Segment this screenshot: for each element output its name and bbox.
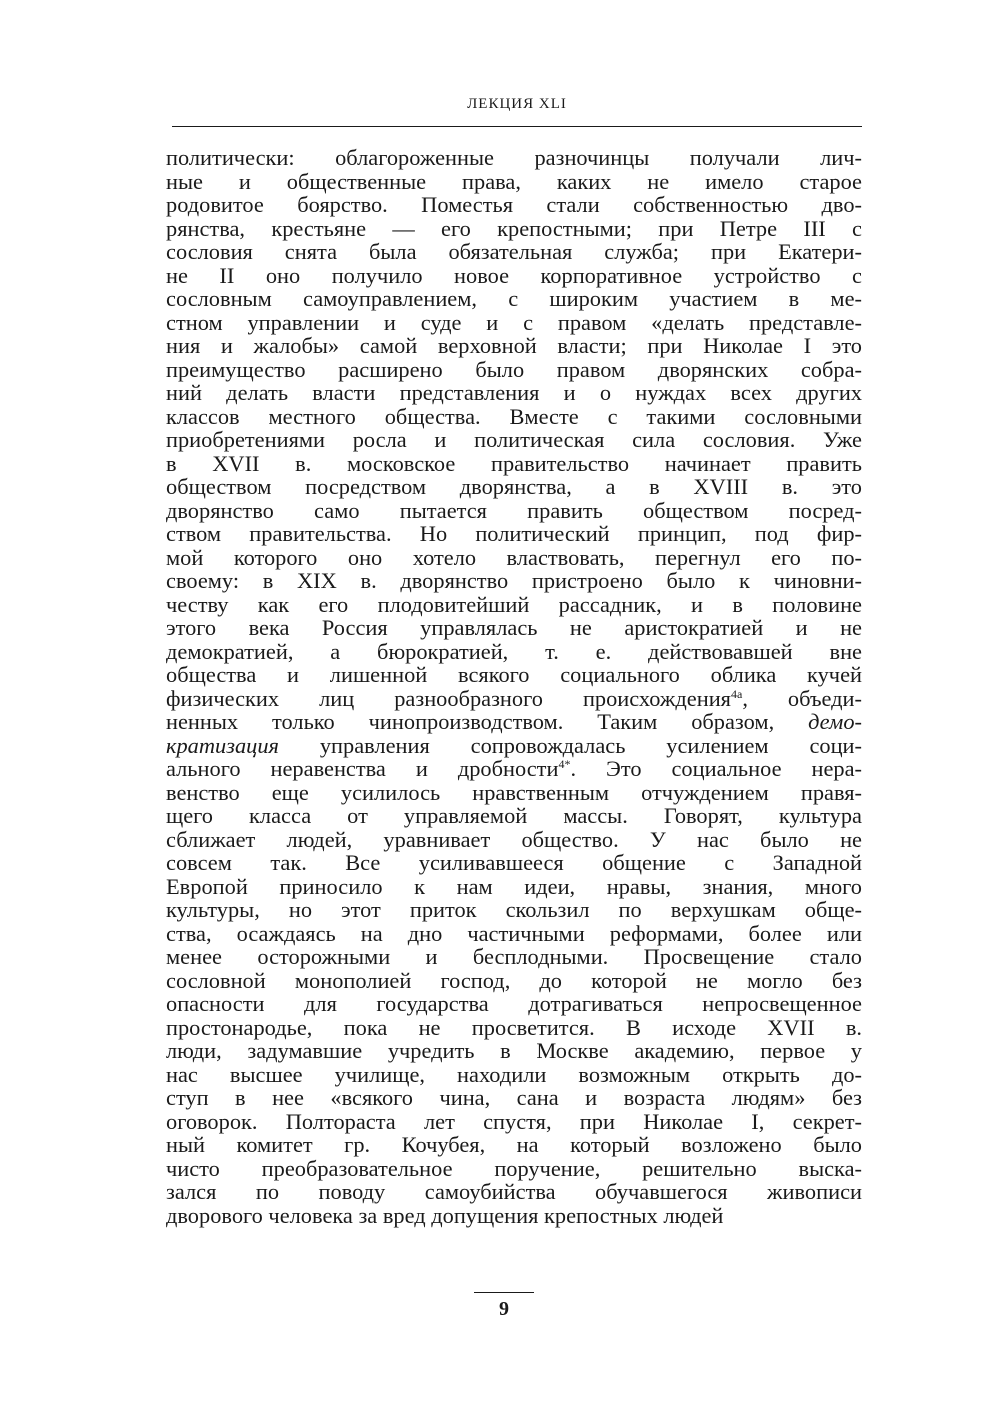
text-line: ный комитет гр. Кочубея, на который возложено было	[166, 1132, 862, 1157]
text-line: люди, задумавшие учредить в Москве академию, первое у	[166, 1038, 862, 1063]
text-line: демократией, а бюрократией, т. е. действовавшей вне	[166, 638, 862, 664]
text-line: мой которого оно хотело властвовать, перегнул его по-	[166, 544, 862, 570]
italic-emphasis: демо-	[808, 709, 862, 734]
body-text	[166, 146, 862, 1227]
text-line: сближает людей, уравнивает общество. У нас было не	[166, 826, 862, 852]
text-line: сословия снята была обязательная служба; при Екатери-	[166, 239, 862, 264]
footer-rule	[474, 1292, 534, 1293]
text-line: совсем так. Все усиливавшееся общение с Западной	[166, 850, 862, 875]
text-line: обществом посредством дворянства, а в XVIII в. это	[166, 474, 862, 499]
text-line: общества и лишенной всякого социального облика кучей	[166, 662, 862, 687]
text-segment: . Это социальное нера-	[570, 756, 863, 781]
text-line: сословным самоуправлением, с широким участием в ме-	[166, 286, 862, 311]
page-number: 9	[499, 1298, 509, 1320]
text-line	[166, 687, 862, 711]
text-line: дворового человека за вред допущения крепостных людей	[166, 1202, 724, 1228]
text-segment: управления сопровождалась усилением соци-	[278, 732, 862, 758]
text-line: в XVII в. московское правительство начинает править	[166, 450, 862, 476]
text-line: щего класса от управляемой массы. Говорят, культура	[166, 803, 862, 828]
text-line: этого века Россия управлялась не аристократией и не	[166, 615, 862, 640]
text-line: стном управлении и суде и с правом «делать представле-	[166, 309, 862, 335]
text-line: Европой приносило к нам идеи, нравы, знания, много	[166, 873, 862, 899]
text-segment: физических лиц разнообразного происхождения	[166, 685, 731, 711]
text-line: менее осторожными и бесплодными. Просвещение стало	[166, 944, 862, 969]
text-line: политически: облагороженные разночинцы получали лич-	[166, 145, 862, 170]
text-line: не II оно получило новое корпоративное устройство с	[166, 262, 862, 288]
text-line: родовитое боярство. Поместья стали собственностью дво-	[166, 192, 862, 217]
text-line: ства, осаждаясь на дно частичными реформами, более или	[166, 920, 862, 946]
text-line: оговорок. Полтораста лет спустя, при Николае I, секрет-	[166, 1108, 862, 1134]
text-line	[166, 710, 862, 734]
text-line: нас высшее училище, находили возможным открыть до-	[166, 1061, 862, 1087]
text-line: зался по поводу самоубийства обучавшегося живописи	[166, 1179, 862, 1204]
text-line: честву как его плодовитейший рассадник, и в половине	[166, 591, 862, 617]
text-line: преимущество расширено было правом дворянских собра-	[166, 356, 862, 382]
text-line: своему: в XIX в. дворянство пристроено было к чиновни-	[166, 568, 862, 593]
text-line: опасности для государства дотрагиваться непросвещенное	[166, 991, 862, 1016]
text-segment: ненных только чинопроизводством. Таким образом,	[166, 709, 809, 734]
text-segment: , объеди-	[742, 685, 862, 711]
text-segment: ального неравенства и дробности	[166, 756, 559, 781]
header-rule	[172, 126, 862, 127]
footnote-ref-4star: 4*	[558, 757, 571, 771]
text-line: ступ в нее «всякого чина, сана и возраста людям» без	[166, 1085, 862, 1110]
text-line: ством правительства. Но политический принцип, под фир-	[166, 521, 862, 546]
text-line: ния и жалобы» самой верховной власти; при Николае I это	[166, 333, 862, 358]
text-line: чисто преобразовательное поручение, решительно выска-	[166, 1155, 862, 1181]
footnote-ref-4a: 4a	[730, 686, 743, 701]
running-header: ЛЕКЦИЯ XLI	[467, 96, 567, 112]
italic-emphasis: кратизация	[166, 732, 279, 758]
text-line: приобретениями росла и политическая сила сословия. Уже	[166, 427, 862, 452]
text-line: ные и общественные права, каких не имело старое	[166, 168, 862, 194]
text-line: классов местного общества. Вместе с такими сословными	[166, 403, 862, 429]
text-line: рянства, крестьяне — его крепостными; при Петре III с	[166, 215, 862, 241]
text-line: ний делать власти представления и о нуждах всех других	[166, 380, 862, 405]
text-line	[166, 757, 862, 781]
text-line: простонародье, пока не просветится. В исходе XVII в.	[166, 1014, 862, 1040]
text-line: сословной монополией господ, до которой не могло без	[166, 967, 862, 993]
text-line	[166, 734, 862, 758]
text-line: венство еще усилилось нравственным отчуждением правя-	[166, 779, 862, 805]
text-line: культуры, но этот приток скользил по верхушкам обще-	[166, 897, 862, 922]
text-line: дворянство само пытается править обществом посред-	[166, 497, 862, 523]
